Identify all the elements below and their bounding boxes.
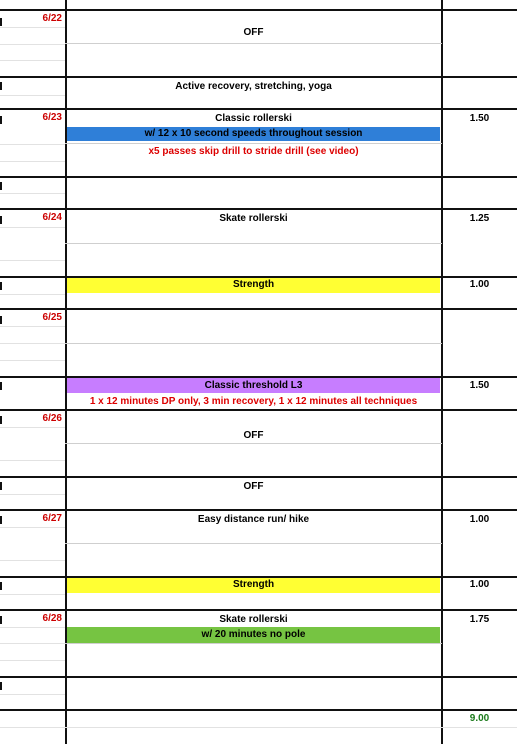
workout-detail: w/ 12 x 10 second speeds throughout session — [144, 128, 363, 139]
table-row — [0, 78, 517, 108]
date-cell: 6/27 — [42, 513, 62, 524]
hours-cell: 1.75 — [469, 614, 490, 625]
workout-cell: OFF — [243, 430, 264, 441]
hours-cell: 1.25 — [469, 213, 490, 224]
date-cell: 6/23 — [42, 112, 62, 123]
table-row — [0, 110, 517, 176]
total-row — [0, 711, 517, 727]
table-row — [0, 511, 517, 541]
workout-cell: OFF — [243, 481, 264, 492]
date-cell: 6/28 — [42, 613, 62, 624]
table-row — [0, 378, 517, 408]
workout-cell: OFF — [243, 27, 264, 38]
table-row — [0, 411, 517, 441]
hours-cell: 1.00 — [469, 279, 490, 290]
workout-cell: Active recovery, stretching, yoga — [175, 81, 332, 92]
table-row — [0, 578, 517, 594]
workout-cell: Classic rollerski — [215, 113, 292, 124]
hours-cell: 1.00 — [469, 579, 490, 590]
hours-cell: 1.50 — [469, 380, 490, 391]
workout-note: 1 x 12 minutes DP only, 3 min recovery, 1 x 12 minutes all techniques — [89, 396, 418, 407]
table-row — [0, 310, 517, 340]
hours-cell: 1.50 — [469, 113, 490, 124]
workout-cell: Classic threshold L3 — [204, 380, 303, 391]
workout-cell: Strength — [232, 279, 275, 290]
workout-cell: Skate rollerski — [219, 213, 288, 224]
workout-cell: Skate rollerski — [219, 614, 288, 625]
workout-cell: Easy distance run/ hike — [197, 514, 310, 525]
date-cell: 6/22 — [42, 13, 62, 24]
table-row — [0, 611, 517, 645]
table-row — [0, 478, 517, 508]
date-cell: 6/25 — [42, 312, 62, 323]
date-cell: 6/26 — [42, 413, 62, 424]
table-row — [0, 210, 517, 240]
table-row — [0, 278, 517, 294]
workout-note: x5 passes skip drill to stride drill (see video) — [148, 146, 359, 157]
table-row — [0, 11, 517, 41]
date-cell: 6/24 — [42, 212, 62, 223]
workout-cell: Strength — [232, 579, 275, 590]
total-hours: 9.00 — [469, 713, 490, 724]
hours-cell: 1.00 — [469, 514, 490, 525]
workout-detail: w/ 20 minutes no pole — [201, 629, 306, 640]
